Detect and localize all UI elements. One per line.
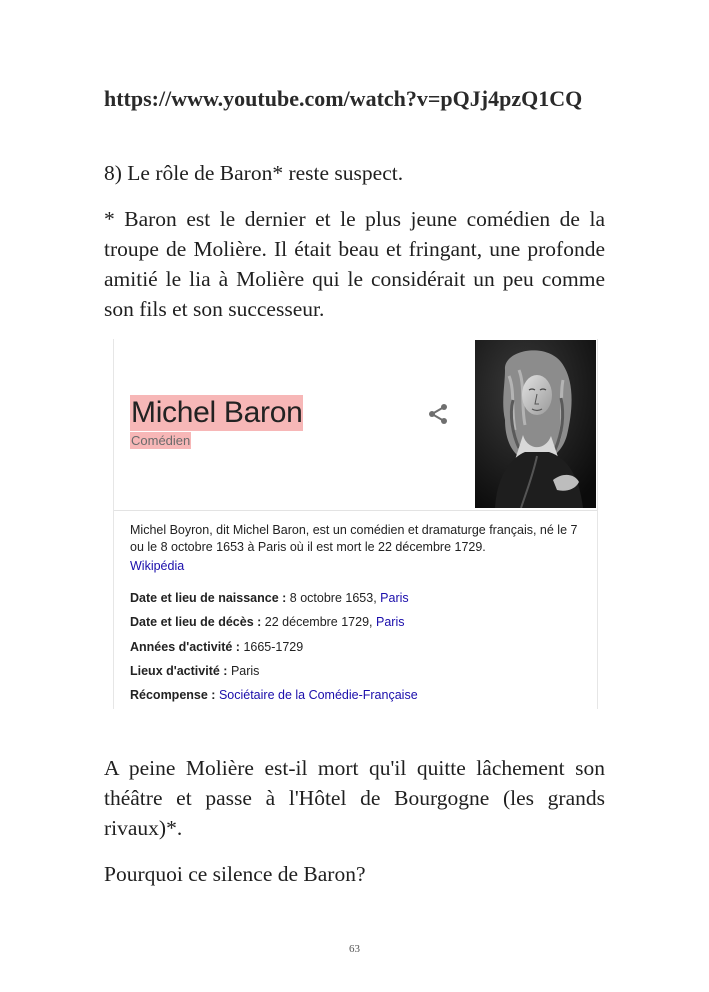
fact-link-birthplace[interactable]: Paris [380,591,409,605]
fact-row-birth [130,590,590,614]
wikipedia-link[interactable]: Wikipédia [130,559,185,573]
card-divider [114,510,597,511]
fact-value: 1665-1729 [243,639,304,654]
fact-row-active-places [130,663,590,687]
share-icon[interactable] [426,402,450,426]
fact-label: Date et lieu de naissance : [130,591,287,605]
fact-label: Récompense : [130,688,216,703]
portrait-image[interactable] [475,340,596,508]
fact-link-deathplace[interactable]: Paris [376,615,405,630]
fact-value: 22 décembre 1729, [264,615,373,630]
fact-row-death [130,614,590,638]
paragraph-question-8: 8) Le rôle de Baron* reste suspect. [104,161,404,185]
card-subtitle: Comédien [131,433,191,448]
card-name: Michel Baron [131,396,303,429]
fact-value: Paris [230,663,260,678]
page-number: 63 [349,943,360,955]
knowledge-panel-card [113,339,598,709]
card-facts [130,590,590,711]
fact-label: Date et lieu de décès : [130,615,262,630]
youtube-url[interactable]: https://www.youtube.com/watch?v=pQJj4pzQ1CQ [104,86,583,111]
fact-row-award [130,687,590,711]
fact-label: Années d'activité : [130,639,240,654]
paragraph-question: Pourquoi ce silence de Baron? [104,862,366,886]
paragraph-footnote-baron: * Baron est le dernier et le plus jeune comédien de la troupe de Molière. Il était beau et fringant, une profonde amitié le lia à Molière qui le considérait un peu comme son fils et son successeur. [104,207,605,321]
card-description: Michel Boyron, dit Michel Baron, est un comédien et dramaturge français, né le 7 ou le 8 octobre 1653 à Paris où il est mort le 22 décembre 1729. [130,523,578,554]
fact-label: Lieux d'activité : [130,663,228,678]
fact-row-active-years [130,639,590,663]
paragraph-after-moliere: A peine Molière est-il mort qu'il quitte lâchement son théâtre et passe à l'Hôtel de Bourgogne (les grands rivaux)*. [104,756,605,840]
fact-value: 8 octobre 1653, [289,591,377,605]
fact-link-award[interactable]: Sociétaire de la Comédie-Française [218,688,418,703]
portrait-engraving-icon [475,340,596,508]
